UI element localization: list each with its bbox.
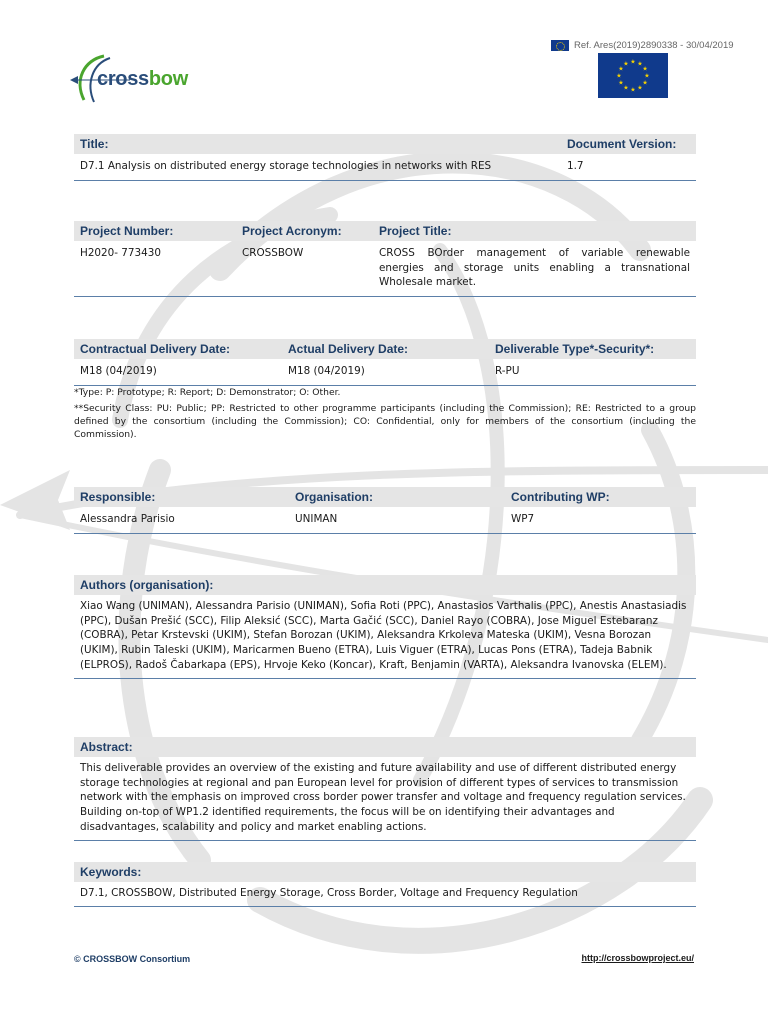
responsible-label: Responsible: [80,490,156,504]
title-table [74,134,696,181]
eu-star-icon: ★ [616,72,622,80]
delivery-table [74,339,696,386]
version-label: Document Version: [567,137,677,151]
security-note: **Security Class: PU: Public; PP: Restricted to other programme participants (including the Commission); RE: Restricted to a group defined by the consortium (including the Commission); CO: Confidential, only for members of the consortium (including the Commission). [74,403,696,441]
abstract-label: Abstract: [80,740,133,754]
logo-wordmark: crossbow [97,68,188,90]
eu-star-icon: ★ [630,58,636,66]
contractual-date-label: Contractual Delivery Date: [80,342,231,356]
eu-star-icon: ★ [618,65,624,73]
responsible-value: Alessandra Parisio [80,513,175,525]
title-table-row [74,154,696,181]
project-acronym-value: CROSSBOW [242,247,304,259]
abstract-header [74,737,696,757]
project-table-header [74,221,696,241]
keywords-label: Keywords: [80,865,142,879]
project-acronym-label: Project Acronym: [242,224,342,238]
abstract-text: This deliverable provides an overview of the existing and future availability and use of different distributed energy storage technologies at regional and pan European level for provision of different types of services to transmission network with the emphasis on improved cross border power transfer and voltage and frequency regulation services. Building on-top of WP1.2 identified requirements, the focus will be on identifying their advantages and disadvantages, scalability and policy and market enabling actions. [74,757,696,841]
project-website-link[interactable]: http://crossbowproject.eu/ [581,953,694,963]
project-title-label: Project Title: [379,224,452,238]
actual-date-value: M18 (04/2019) [288,365,365,377]
responsible-table-row [74,507,696,534]
contributing-wp-value: WP7 [511,513,535,525]
project-title-value: CROSS BOrder management of variable renewable energies and storage units enabling a transnational Wholesale market. [379,247,690,288]
ares-reference [551,38,734,52]
keywords-section [74,862,696,907]
eu-star-icon: ★ [637,84,643,92]
project-number-label: Project Number: [80,224,174,238]
keywords-header [74,862,696,882]
type-note: *Type: P: Prototype; R: Report; D: Demonstrator; O: Other. [74,387,341,398]
authors-header [74,575,696,595]
responsible-table [74,487,696,534]
title-value: D7.1 Analysis on distributed energy storage technologies in networks with RES [80,160,492,172]
delivery-table-row [74,359,696,386]
authors-label: Authors (organisation): [80,578,214,592]
contributing-wp-label: Contributing WP: [511,490,610,504]
actual-date-label: Actual Delivery Date: [288,342,409,356]
authors-text: Xiao Wang (UNIMAN), Alessandra Parisio (UNIMAN), Sofia Roti (PPC), Anastasios Varthalis (PPC), Anestis Anastasiadis (PPC), Dušan Prešić (SCC), Filip Aleksić (SCC), Marta Gačić (SCC), Daniel Rayo (COBRA), Jose Miguel Estebaranz (COBRA), Petar Krstevski (UKIM), Stefan Borozan (UKIM), Aleksandra Krkoleva Mateska (UKIM), Vesna Borozan (UKIM), Rubin Taleski (UKIM), Maricarmen Bueno (ETRA), Luis Viguer (ETRA), Lucas Pons (ETRA), Tadeja Babnik (ELPROS), Radoš Čabarkapa (EPS), Hrvoje Keko (Koncar), Kraft, Benjamin (VARTA), Aleksandra Ivanovska (ELEM). [74,595,696,679]
eu-flag-icon [598,53,668,98]
organisation-value: UNIMAN [295,513,338,525]
deliverable-type-value: R-PU [495,365,520,377]
delivery-table-header [74,339,696,359]
organisation-label: Organisation: [295,490,374,504]
eu-flag-icon-small [551,40,569,51]
reference-text: Ref. Ares(2019)2890338 - 30/04/2019 [574,39,734,51]
eu-star-icon: ★ [623,60,629,68]
crossbow-logo [70,50,200,112]
project-table-row [74,241,696,297]
contractual-date-value: M18 (04/2019) [80,365,157,377]
deliverable-type-label: Deliverable Type*-Security*: [495,342,655,356]
title-table-header [74,134,696,154]
authors-section [74,575,696,679]
eu-star-icon: ★ [630,86,636,94]
copyright-text: © CROSSBOW Consortium [74,954,191,964]
abstract-section [74,737,696,841]
eu-star-icon: ★ [642,79,648,87]
eu-star-icon: ★ [642,65,648,73]
eu-star-icon: ★ [618,79,624,87]
eu-star-icon: ★ [644,72,650,80]
project-table [74,221,696,297]
title-label: Title: [80,137,109,151]
version-value: 1.7 [567,160,584,172]
project-number-value: H2020- 773430 [80,247,161,259]
eu-star-icon: ★ [637,60,643,68]
responsible-table-header [74,487,696,507]
keywords-text: D7.1, CROSSBOW, Distributed Energy Storage, Cross Border, Voltage and Frequency Regulation [74,882,696,907]
eu-star-icon: ★ [623,84,629,92]
